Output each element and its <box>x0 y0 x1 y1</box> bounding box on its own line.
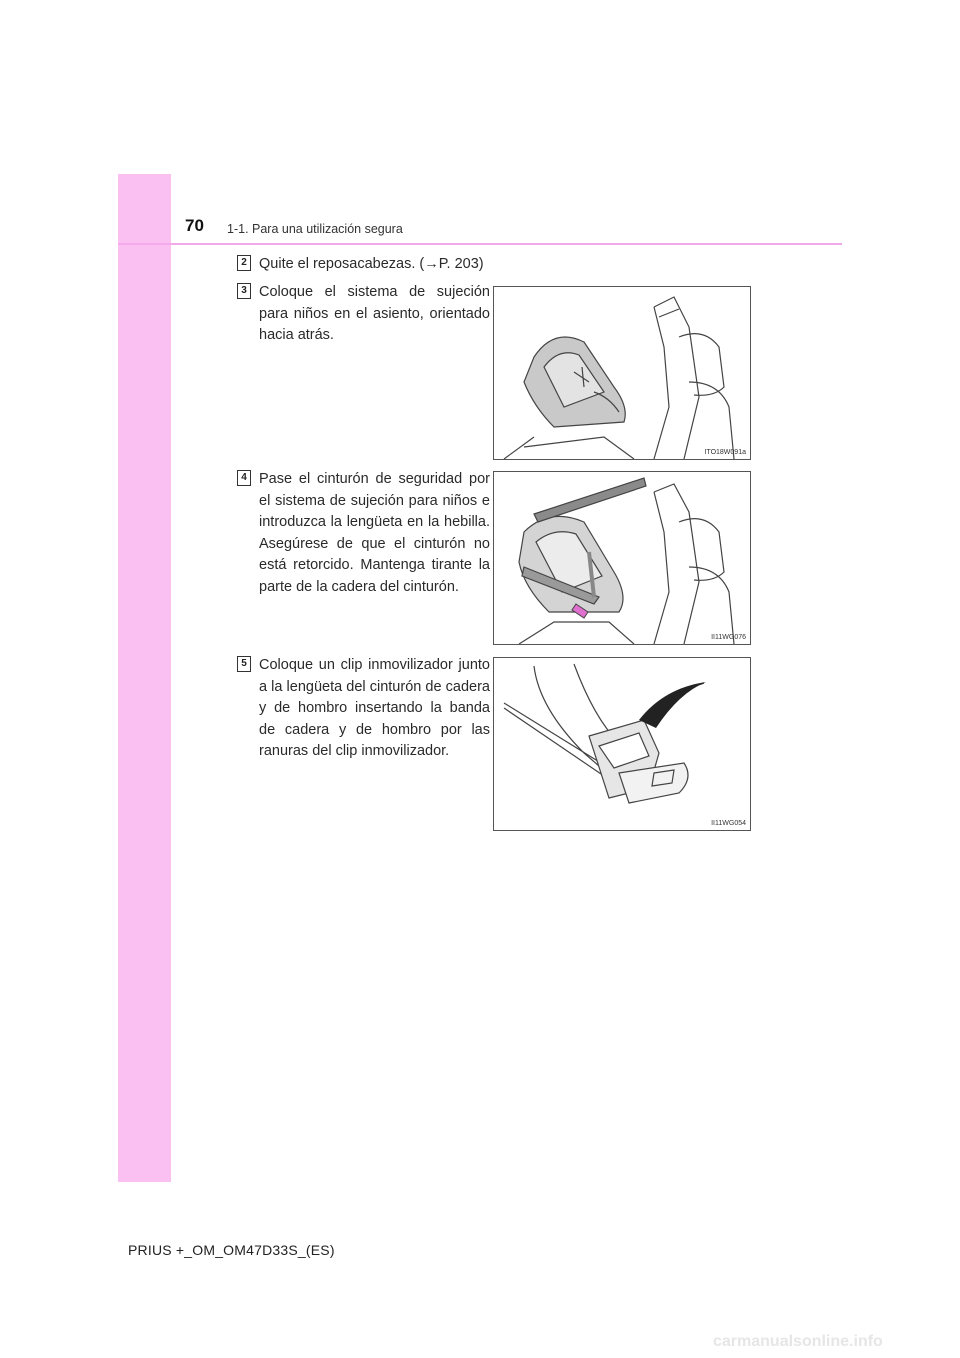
step-text-2: Quite el reposacabezas. (→P. 203) <box>259 256 484 272</box>
step-number-3: 3 <box>237 283 251 299</box>
figure-code: ITO18W091a <box>704 449 746 456</box>
page-number: 70 <box>185 216 204 235</box>
figure-belt-routing <box>493 471 751 645</box>
footer-model-code: PRIUS +_OM_OM47D33S_(ES) <box>128 1242 335 1258</box>
header-rule <box>118 243 842 245</box>
step-number-2: 2 <box>237 255 251 271</box>
insert-arrow-icon <box>639 682 706 728</box>
section-title: 1-1. Para una utilización segura <box>227 222 403 236</box>
figure-code: II11WG054 <box>711 820 746 827</box>
figure-code: II11WG076 <box>711 634 746 641</box>
page-sidebar <box>118 174 171 1182</box>
step-number-4: 4 <box>237 470 251 486</box>
step-text-4: Pase el cinturón de seguridad por el sistema de sujeción para niños e introduzca la lengüeta en la hebilla. Asegúrese de que el cinturón no está retorcido. Mantenga tirante la parte de la cadera del cinturón. <box>259 471 490 595</box>
step-number-5: 5 <box>237 656 251 672</box>
watermark: carmanualsonline.info <box>713 1333 883 1350</box>
clip-illustration <box>494 658 750 830</box>
step-text-3: Coloque el sistema de sujeción para niños en el asiento, orientado hacia atrás. <box>259 284 490 343</box>
belt-illustration <box>494 472 750 644</box>
seat-illustration <box>494 287 750 459</box>
figure-locking-clip <box>493 657 751 831</box>
figure-child-seat-placed <box>493 286 751 460</box>
step-text-5: Coloque un clip inmovilizador junto a la lengüeta del cinturón de cadera y de hombro insertando la banda de cadera y de hombro por las ranuras del clip inmovilizador. <box>259 657 490 759</box>
